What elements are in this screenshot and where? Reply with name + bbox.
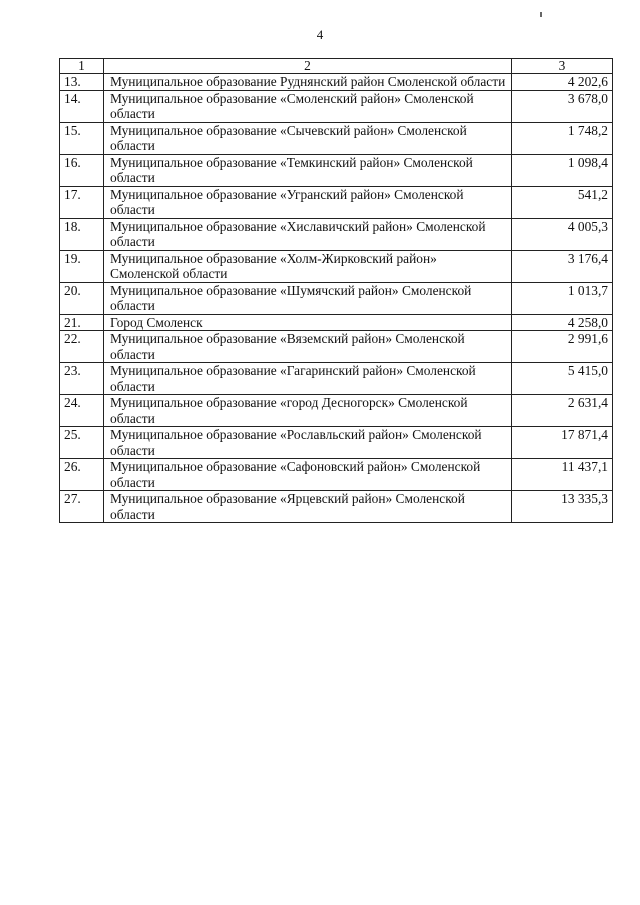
row-value: 541,2 [512, 186, 613, 218]
row-number: 21. [60, 314, 104, 331]
row-name: Муниципальное образование «Темкинский район» Смоленской области [104, 154, 512, 186]
row-value: 5 415,0 [512, 363, 613, 395]
row-name: Муниципальное образование «Сычевский район» Смоленской области [104, 122, 512, 154]
table-row [60, 74, 613, 91]
row-number: 13. [60, 74, 104, 91]
header-col-2: 2 [104, 59, 512, 74]
table-row [60, 186, 613, 218]
scan-mark [540, 12, 542, 17]
table-row [60, 250, 613, 282]
table-row [60, 491, 613, 523]
row-value: 1 098,4 [512, 154, 613, 186]
page-number: 4 [316, 27, 324, 42]
row-value: 4 258,0 [512, 314, 613, 331]
table-row [60, 122, 613, 154]
row-name: Муниципальное образование «Вяземский район» Смоленской области [104, 331, 512, 363]
row-value: 17 871,4 [512, 427, 613, 459]
header-col-3: 3 [512, 59, 613, 74]
row-name: Муниципальное образование «Холм-Жирковский район» Смоленской области [104, 250, 512, 282]
row-value: 4 202,6 [512, 74, 613, 91]
row-name: Муниципальное образование «Угранский район» Смоленской области [104, 186, 512, 218]
table-row [60, 282, 613, 314]
row-number: 16. [60, 154, 104, 186]
table-row [60, 395, 613, 427]
row-name: Муниципальное образование «Сафоновский район» Смоленской области [104, 459, 512, 491]
row-number: 27. [60, 491, 104, 523]
table-row [60, 90, 613, 122]
row-number: 19. [60, 250, 104, 282]
row-name: Муниципальное образование «Шумячский район» Смоленской области [104, 282, 512, 314]
row-name: Муниципальное образование Руднянский район Смоленской области [104, 74, 512, 91]
row-number: 23. [60, 363, 104, 395]
header-row [60, 59, 613, 74]
row-number: 20. [60, 282, 104, 314]
row-number: 25. [60, 427, 104, 459]
table-row [60, 459, 613, 491]
row-value: 3 176,4 [512, 250, 613, 282]
row-number: 15. [60, 122, 104, 154]
table-row [60, 427, 613, 459]
row-name: Муниципальное образование «Смоленский район» Смоленской области [104, 90, 512, 122]
table-row [60, 331, 613, 363]
allocation-table [59, 58, 613, 523]
row-number: 22. [60, 331, 104, 363]
row-value: 4 005,3 [512, 218, 613, 250]
table-row [60, 218, 613, 250]
row-value: 13 335,3 [512, 491, 613, 523]
row-name: Муниципальное образование «Ярцевский район» Смоленской области [104, 491, 512, 523]
table-header [60, 59, 613, 74]
row-name: Муниципальное образование «Рославльский район» Смоленской области [104, 427, 512, 459]
row-value: 2 991,6 [512, 331, 613, 363]
row-name: Муниципальное образование «Хиславичский район» Смоленской области [104, 218, 512, 250]
row-number: 24. [60, 395, 104, 427]
row-value: 2 631,4 [512, 395, 613, 427]
row-name: Город Смоленск [104, 314, 512, 331]
row-value: 1 748,2 [512, 122, 613, 154]
table-row [60, 154, 613, 186]
row-value: 11 437,1 [512, 459, 613, 491]
row-value: 1 013,7 [512, 282, 613, 314]
table-row [60, 314, 613, 331]
table-row [60, 363, 613, 395]
row-number: 17. [60, 186, 104, 218]
table-body [60, 74, 613, 523]
row-number: 18. [60, 218, 104, 250]
row-number: 26. [60, 459, 104, 491]
row-name: Муниципальное образование «Гагаринский район» Смоленской области [104, 363, 512, 395]
row-value: 3 678,0 [512, 90, 613, 122]
row-name: Муниципальное образование «город Десногорск» Смоленской области [104, 395, 512, 427]
header-col-1: 1 [60, 59, 104, 74]
row-number: 14. [60, 90, 104, 122]
